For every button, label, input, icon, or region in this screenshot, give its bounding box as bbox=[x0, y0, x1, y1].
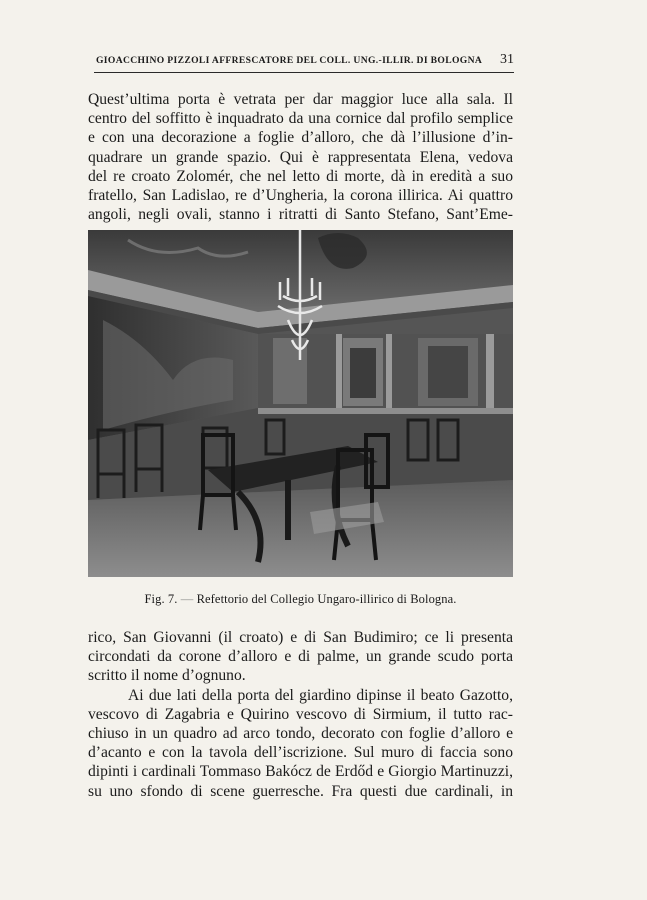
paragraph-top bbox=[88, 90, 513, 224]
text-line: d’acanto e con la tavola dell’iscrizione. Sul muro di faccia sono bbox=[88, 744, 513, 762]
caption-text: Refettorio del Collegio Ungaro-illirico di Bologna. bbox=[196, 592, 457, 606]
refectory-photo bbox=[88, 230, 513, 577]
text-line: scritto il nome d’ognuno. bbox=[88, 667, 246, 685]
text-line: e con una decorazione a foglie d’alloro, che dà l’illusione d’in- bbox=[88, 129, 513, 147]
text-line: circondati da corone d’alloro e di palme, un grande scudo porta bbox=[88, 648, 513, 666]
text-line: chiuso in un quadro ad arco tondo, decorato con foglie d’alloro e bbox=[88, 725, 513, 743]
text-line: quadrare un grande spazio. Qui è rappresentata Elena, vedova bbox=[88, 148, 513, 166]
figure-label: Fig. 7. bbox=[144, 592, 178, 606]
paragraph-bottom bbox=[88, 628, 513, 801]
text-line: dipinti i cardinali Tommaso Bakócz de Erdőd e Giorgio Martinuzzi, bbox=[88, 763, 513, 781]
text-line: angoli, negli ovali, stanno i ritratti di Santo Stefano, Sant’Eme- bbox=[88, 206, 513, 224]
text-line: su uno sfondo di scene guerresche. Fra questi due cardinali, in bbox=[88, 782, 513, 800]
text-line: fratello, San Ladislao, re d’Ungheria, la corona illirica. Ai quattro bbox=[88, 187, 513, 205]
text-line: vescovo di Zagabria e Quirino vescovo di Sirmium, il tutto rac- bbox=[88, 705, 513, 723]
text-line: Quest’ultima porta è vetrata per dar maggior luce alla sala. Il bbox=[88, 91, 513, 108]
text-line: rico, San Giovanni (il croato) e di San Budimiro; ce li presenta bbox=[88, 629, 513, 646]
figure-caption bbox=[88, 592, 513, 607]
text-line: Ai due lati della porta del giardino dipinse il beato Gazotto, bbox=[128, 686, 513, 704]
page-number: 31 bbox=[500, 52, 514, 67]
figure-photograph bbox=[88, 230, 513, 577]
text-line: del re croato Zolomér, che nel letto di morte, dà in eredità a suo bbox=[88, 167, 513, 185]
running-head-title: GIOACCHINO PIZZOLI AFFRESCATORE DEL COLL. UNG.-ILLIR. DI BOLOGNA bbox=[96, 55, 483, 66]
header-rule bbox=[94, 72, 514, 73]
caption-dash: — bbox=[180, 592, 194, 606]
text-line: centro del soffitto è inquadrato da una cornice dal profilo semplice bbox=[88, 110, 513, 128]
running-head bbox=[96, 52, 514, 68]
